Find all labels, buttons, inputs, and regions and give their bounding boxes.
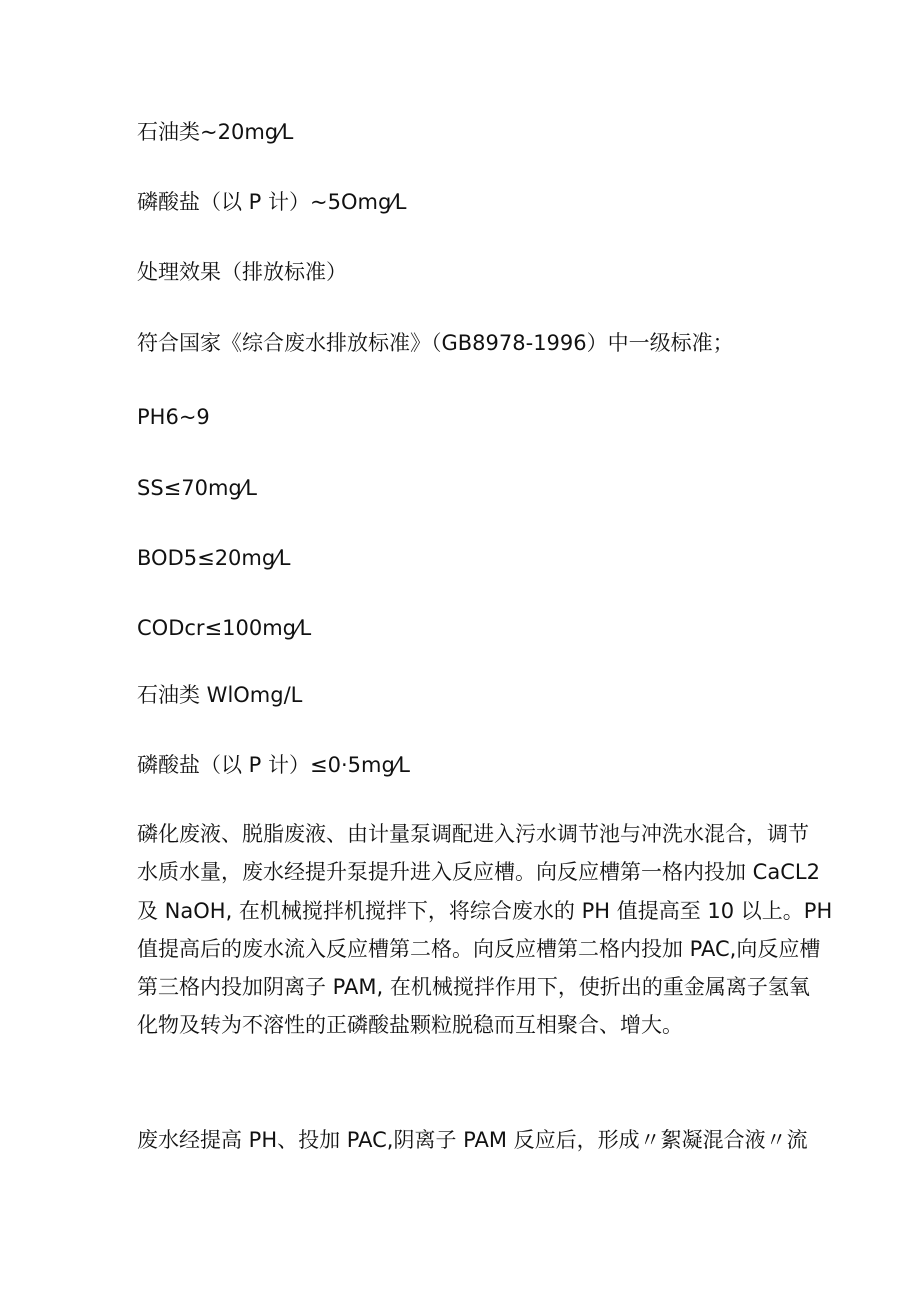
text-line-ss: SS≤70mg⁄L xyxy=(137,476,257,500)
text-line-petroleum-influent: 石油类~20mg⁄L xyxy=(137,120,294,144)
text-line-petroleum-effluent: 石油类 WlOmg/L xyxy=(137,683,303,707)
text-line-bod5: BOD5≤20mg⁄L xyxy=(137,546,291,570)
paragraph-line: 废水经提高 PH、投加 PAC,阴离子 PAM 反应后，形成〃絮凝混合液〃流 xyxy=(137,1128,808,1152)
paragraph-line: 值提高后的废水流入反应槽第二格。向反应槽第二格内投加 PAC,向反应槽 xyxy=(137,936,821,961)
paragraph-line: 化物及转为不溶性的正磷酸盐颗粒脱稳而互相聚合、增大。 xyxy=(137,1013,683,1038)
paragraph-line: 水质水量，废水经提升泵提升进入反应槽。向反应槽第一格内投加 CaCL2 xyxy=(137,860,820,885)
paragraph-flocculation xyxy=(137,1121,808,1159)
text-line-phosphate-effluent: 磷酸盐（以 P 计）≤0·5mg⁄L xyxy=(137,753,410,777)
text-line-phosphate-influent: 磷酸盐（以 P 计）~5Omg⁄L xyxy=(137,190,407,214)
text-line-standard: 符合国家《综合废水排放标准》（GB8978-1996）中一级标准； xyxy=(137,331,734,355)
text-line-ph: PH6~9 xyxy=(137,405,210,429)
paragraph-line: 磷化废液、脱脂废液、由计量泵调配进入污水调节池与冲洗水混合，调节 xyxy=(137,822,809,846)
section-heading-treatment-effect: 处理效果（排放标准） xyxy=(137,260,347,284)
paragraph-line: 第三格内投加阴离子 PAM, 在机械搅拌作用下，使折出的重金属离子氢氧 xyxy=(137,975,810,1000)
paragraph-process-description xyxy=(137,815,833,1045)
text-line-codcr: CODcr≤100mg⁄L xyxy=(137,616,312,640)
paragraph-line: 及 NaOH, 在机械搅拌机搅拌下，将综合废水的 PH 值提高至 10 以上。PH xyxy=(137,898,833,923)
